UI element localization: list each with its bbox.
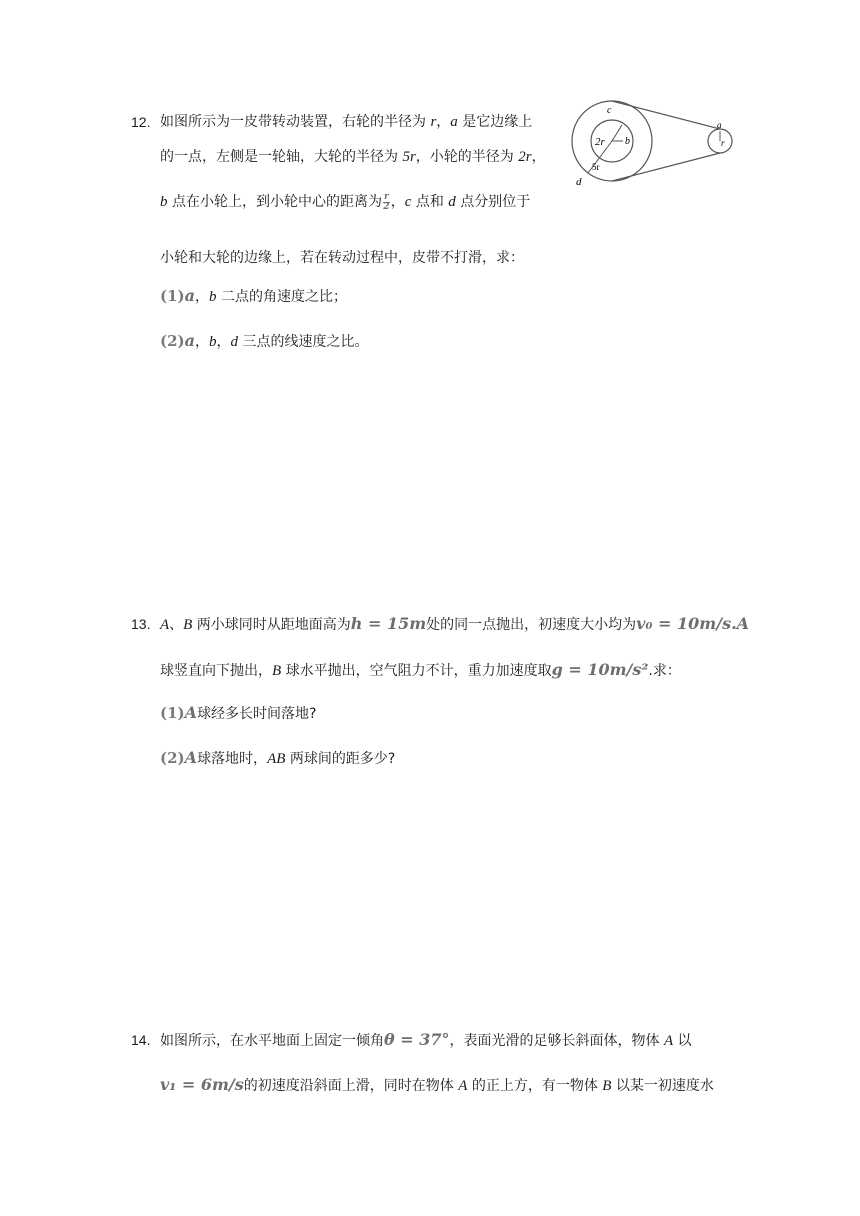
italic-variable: b <box>209 289 217 305</box>
math-expression: a <box>184 331 196 350</box>
q13-subquestion-2 <box>160 748 395 769</box>
italic-variable: r <box>430 114 437 130</box>
label-r: r <box>721 138 725 148</box>
text-segment: 球水平抛出，空气阻力不计，重力加速度取 <box>281 663 552 679</box>
q14-number: 14. <box>131 1032 151 1048</box>
q12-line-4 <box>160 248 524 268</box>
label-c: c <box>607 105 612 116</box>
math-expression: a <box>184 286 196 305</box>
label-2r: 2r <box>595 136 605 148</box>
q12-line-3-before <box>160 194 382 210</box>
text-segment: 点分别位于 <box>455 194 531 210</box>
math-expression: v₁ = 6m/s <box>160 1075 244 1094</box>
text-segment: ， <box>216 334 231 350</box>
italic-variable: B <box>602 1078 612 1094</box>
belt-upper <box>612 101 720 129</box>
q12-line-3-after <box>391 194 531 210</box>
q14-line-1 <box>160 1030 692 1051</box>
subquestion-label: (1) <box>160 287 185 305</box>
math-expression: g = 10m/s² <box>551 660 649 679</box>
label-d: d <box>576 176 582 188</box>
text-segment: 小轮和大轮的边缘上，若在转动过程中，皮带不打滑，求： <box>160 250 524 266</box>
italic-variable: d <box>448 194 456 210</box>
italic-variable: 5r <box>402 149 416 165</box>
text-segment: 球落地时， <box>197 751 268 767</box>
q12-line-3 <box>160 192 530 212</box>
text-segment: ，小轮的半径为 <box>415 149 519 165</box>
text-segment: 三点的线速度之比。 <box>238 334 369 350</box>
label-b: b <box>625 136 630 147</box>
italic-variable: A <box>663 1033 674 1049</box>
q13-line-1 <box>160 614 749 635</box>
text-segment: 的初速度沿斜面上滑，同时在物体 <box>243 1078 459 1094</box>
text-segment: 的一点，左侧是一轮轴，大轮的半径为 <box>160 149 403 165</box>
italic-variable: d <box>230 334 239 350</box>
text-segment: ， <box>195 334 210 350</box>
q12-line-2 <box>160 147 546 167</box>
text-segment: 如图所示，在水平地面上固定一倾角 <box>160 1033 384 1049</box>
fraction-r-over-2: $\frac{r}{2}$ <box>383 191 390 212</box>
italic-variable: 2r <box>518 149 532 165</box>
text-segment: ， <box>436 114 451 130</box>
text-segment: 两小球同时从距地面高为 <box>192 617 351 633</box>
math-expression: θ = 37° <box>384 1030 450 1049</box>
q13-line-2 <box>160 660 681 681</box>
text-segment: ， <box>195 289 210 305</box>
italic-variable: A <box>458 1078 468 1094</box>
italic-variable: a <box>450 114 458 130</box>
math-expression: A <box>184 748 198 767</box>
text-segment: 球竖直向下抛出， <box>160 663 272 679</box>
math-expression: h = 15m <box>350 614 427 633</box>
q12-subquestion-2 <box>160 331 368 352</box>
italic-variable: B <box>272 663 282 679</box>
text-segment: 是它边缘上 <box>457 114 533 130</box>
italic-variable: b <box>209 334 217 350</box>
text-segment: ， <box>531 149 546 165</box>
label-5r: 5r <box>592 162 600 172</box>
radius-to-c <box>612 125 622 141</box>
subquestion-label: (2) <box>160 749 185 767</box>
q12-number: 12. <box>131 114 151 130</box>
math-expression: A <box>184 703 198 722</box>
text-segment: 处的同一点抛出，初速度大小均为 <box>426 617 637 633</box>
subquestion-label: (1) <box>160 704 185 722</box>
text-segment: 点在小轮上，到小轮中心的距离为 <box>167 194 382 210</box>
q13-subquestion-1 <box>160 703 317 724</box>
subquestion-label: (2) <box>160 332 185 350</box>
italic-variable: AB <box>267 751 286 767</box>
q13-number: 13. <box>131 616 151 632</box>
text-segment: 两球间的距多少? <box>285 751 396 767</box>
italic-variable: c <box>404 194 412 210</box>
belt-pulley-diagram <box>570 98 736 190</box>
label-a: a <box>717 120 722 130</box>
text-segment: 、 <box>169 617 184 633</box>
q14-line-2 <box>160 1075 714 1096</box>
italic-variable: A <box>160 617 170 633</box>
text-segment: 的正上方，有一物体 <box>467 1078 603 1094</box>
text-segment: 二点的角速度之比； <box>216 289 347 305</box>
text-segment: 点和 <box>411 194 449 210</box>
text-segment: 以某一初速度水 <box>611 1078 714 1094</box>
math-expression: v₀ = 10m/s.A <box>636 614 750 633</box>
text-segment: ，表面光滑的足够长斜面体，物体 <box>449 1033 664 1049</box>
text-segment: .求： <box>648 663 681 679</box>
italic-variable: b <box>160 194 168 210</box>
q12-line-1 <box>160 112 532 132</box>
q12-subquestion-1 <box>160 286 347 307</box>
text-segment: ， <box>390 194 405 210</box>
belt-lower <box>612 153 720 181</box>
text-segment: 如图所示为一皮带转动装置，右轮的半径为 <box>160 114 431 130</box>
text-segment: 球经多长时间落地? <box>197 706 317 722</box>
italic-variable: B <box>183 617 193 633</box>
text-segment: 以 <box>673 1033 692 1049</box>
